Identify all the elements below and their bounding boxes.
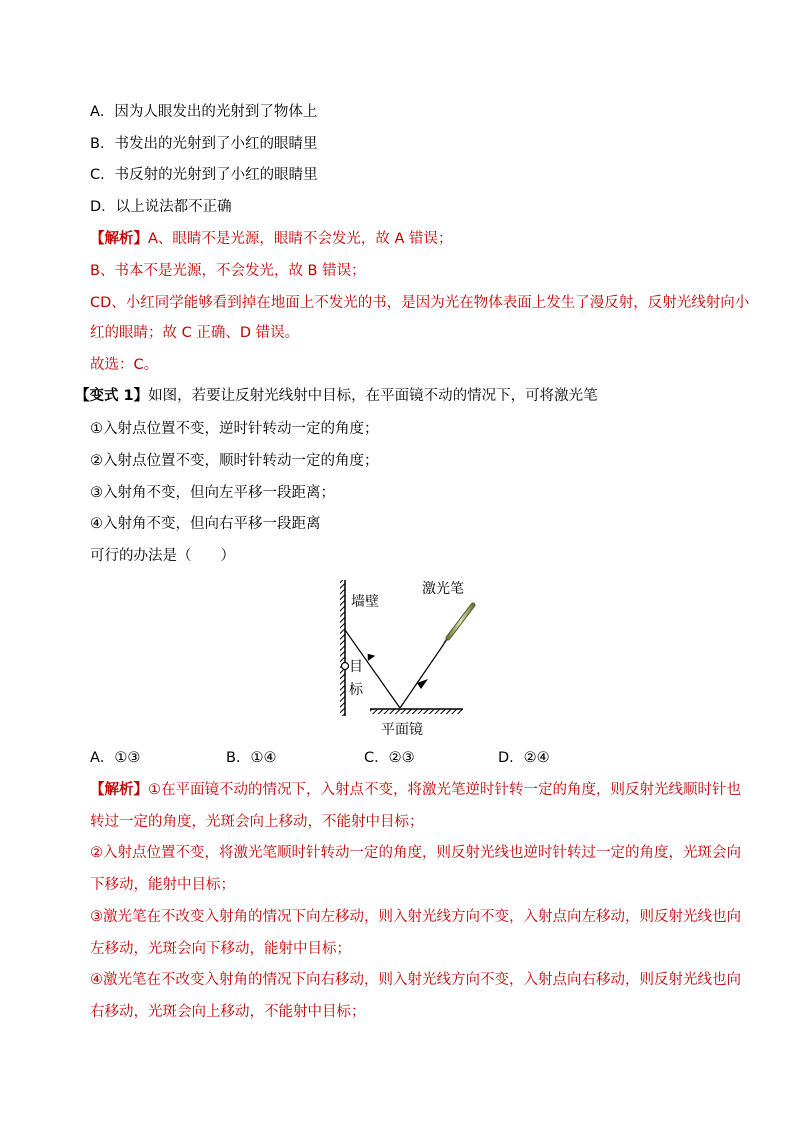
variant-option-a: A．①③ [90,750,141,766]
variant-option-d: D．②④ [498,750,550,766]
variant-option-c: C．②③ [364,750,415,766]
variant-ask: 可行的办法是（ ） [90,548,235,564]
option-a: A．因为人眼发出的光射到了物体上 [90,104,318,120]
analysis-tag: 【解析】 [90,231,148,247]
analysis-2-para-2a: ②入射点位置不变，将激光笔顺时针转动一定的角度，则反射光线也逆时针转过一定的角度，光斑会向 [90,845,741,861]
analysis-1-answer: 故选：C。 [90,357,159,373]
analysis-2-para-3a: ③激光笔在不改变入射角的情况下向左移动，则入射光线方向不变，入射点向左移动，则反射光线也向 [90,909,741,925]
analysis-1-line-2: B、书本不是光源，不会发光，故 B 错误； [90,263,366,279]
analysis-2-tag: 【解析】 [90,782,148,798]
option-b: B．书发出的光射到了小红的眼睛里 [90,136,318,152]
analysis-2-para-3b: 左移动，光斑会向下移动，能射中目标； [90,941,351,957]
target-label-2: 标 [349,682,363,698]
variant-tag: 【变式 1】 [75,388,149,404]
variant-item-2: ②入射点位置不变，顺时针转动一定的角度； [90,453,379,469]
target-dot [342,663,349,670]
laser-label: 激光笔 [422,581,464,597]
analysis-2-para-1a: 【解析】①在平面镜不动的情况下，入射点不变，将激光笔逆时针转一定的角度，则反射光线顺时针也 [90,782,741,798]
incident-ray [400,638,448,708]
analysis-1-line-4: 红的眼睛；故 C 正确、D 错误。 [90,325,300,341]
variant-option-b: B．①④ [226,750,277,766]
mirror-laser-diagram [330,575,480,740]
analysis-2-para-1b: 转过一定的角度，光斑会向上移动，不能射中目标； [90,814,424,830]
analysis-2-para-4b: 右移动，光斑会向上移动，不能射中目标； [90,1004,366,1020]
analysis-1-line-1: 【解析】A、眼睛不是光源，眼睛不会发光，故 A 错误； [90,231,453,247]
variant-item-4: ④入射角不变，但向右平移一段距离 [90,516,321,532]
variant-item-3: ③入射角不变，但向左平移一段距离； [90,485,335,501]
wall-label: 墙壁 [351,594,379,610]
analysis-1-line-3: CD、小红同学能够看到掉在地面上不发光的书，是因为光在物体表面上发生了漫反射，反射光线射向小 [90,295,750,311]
variant-item-1: ①入射点位置不变，逆时针转动一定的角度； [90,421,379,437]
variant-1-stem: 【变式 1】如图，若要让反射光线射中目标，在平面镜不动的情况下，可将激光笔 [75,388,598,404]
option-d: D．以上说法都不正确 [90,199,232,215]
analysis-2-para-2b: 下移动，能射中目标； [90,877,235,893]
mirror-label: 平面镜 [381,722,423,738]
option-c: C．书反射的光射到了小红的眼睛里 [90,167,318,183]
laser-pen-icon [444,605,473,643]
target-label-1: 目 [349,659,363,675]
analysis-2-para-4a: ④激光笔在不改变入射角的情况下向右移动，则入射光线方向不变，入射点向右移动，则反射光线也向 [90,972,741,988]
